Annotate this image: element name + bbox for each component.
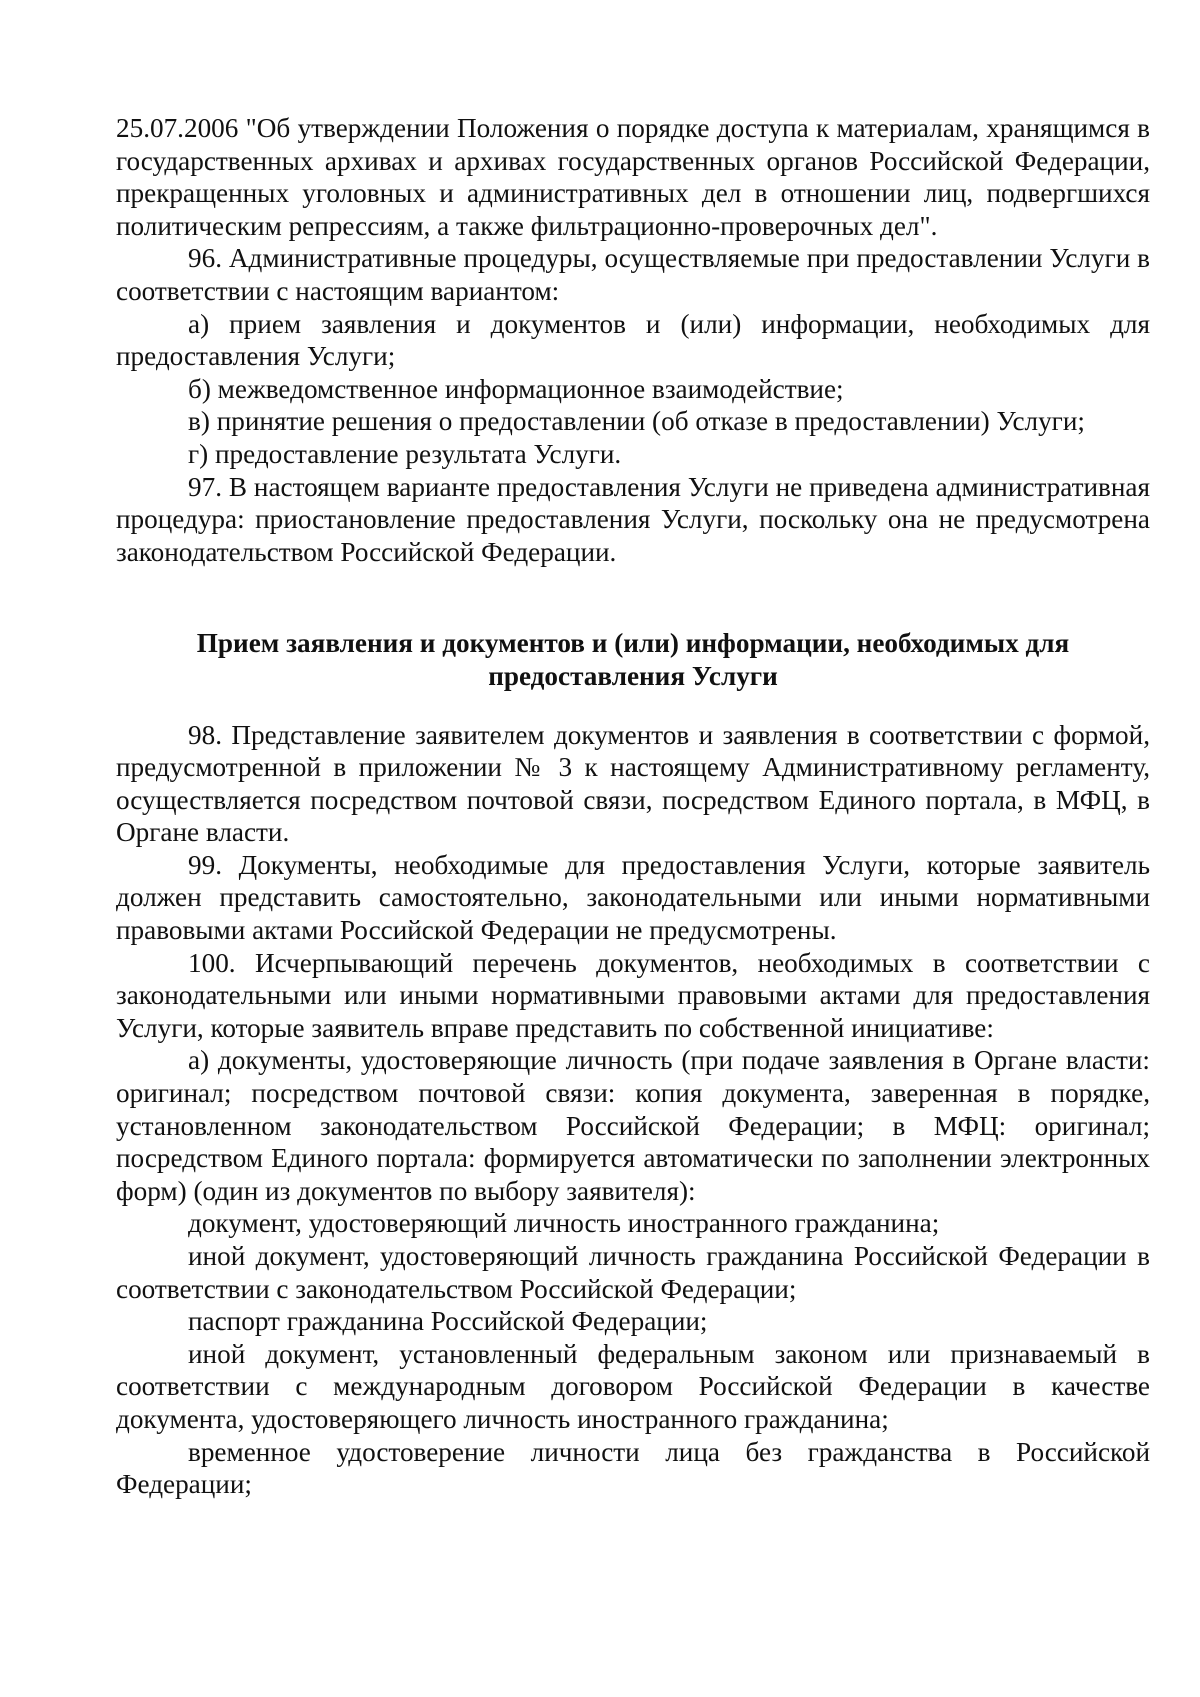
list-item-100-a: а) документы, удостоверяющие личность (при подаче заявления в Органе власти: оригинал; посредством почтовой связи: копия документа, заверенная в порядке, установленном законодательством Российской Федерации; в МФЦ: оригинал; посредством Единого портала: формируется автоматически по заполнении электронных форм) (один из документов по выбору заявителя): (116, 1045, 1150, 1206)
list-item-96-c: в) принятие решения о предоставлении (об отказе в предоставлении) Услуги; (188, 406, 1085, 437)
list-item-100-a-4: иной документ, установленный федеральным законом или признаваемый в соответствии с международным договором Российской Федерации в качестве документа, удостоверяющего личность иностранного гражданина; (116, 1338, 1150, 1434)
paragraph-97: 97. В настоящем варианте предоставления Услуги не приведена административная процедура: приостановление предоставления Услуги, поскольку она не предусмотрена законодательством Российской Федерации. (116, 471, 1150, 567)
paragraph-99: 99. Документы, необходимые для предоставления Услуги, которые заявитель должен представить самостоятельно, законодательными или иными нормативными правовыми актами Российской Федерации не предусмотрены. (116, 849, 1150, 946)
paragraph-continuation: 25.07.2006 "Об утверждении Положения о порядке доступа к материалам, хранящимся в государственных архивах и архивах государственных органов Российской Федерации, прекращенных уголовных и административных дел в отношении лиц, подвергшихся политическим репрессиям, а также фильтрационно-проверочных дел". (116, 113, 1150, 241)
paragraph-96: 96. Административные процедуры, осуществляемые при предоставлении Услуги в соответствии с настоящим вариантом: (116, 243, 1150, 306)
list-item-96-d: г) предоставление результата Услуги. (188, 438, 622, 469)
list-item-96-a: а) прием заявления и документов и (или) информации, необходимых для предоставления Услуги; (116, 308, 1150, 372)
paragraph-100: 100. Исчерпывающий перечень документов, необходимых в соответствии с законодательными или иными нормативными правовыми актами для предоставления Услуги, которые заявитель вправе представить по собственной инициативе: (116, 947, 1150, 1043)
list-item-100-a-5: временное удостоверение личности лица без гражданства в Российской Федерации; (116, 1436, 1150, 1500)
section-heading: Прием заявления и документов и (или) информации, необходимых для предоставления Услуги (196, 628, 1070, 691)
document-page (116, 112, 1150, 1501)
list-item-96-b: б) межведомственное информационное взаимодействие; (188, 373, 844, 404)
list-item-100-a-3: паспорт гражданина Российской Федерации; (188, 1306, 708, 1337)
list-item-100-a-1: документ, удостоверяющий личность иностранного гражданина; (188, 1208, 940, 1239)
paragraph-98: 98. Представление заявителем документов и заявления в соответствии с формой, предусмотренной в приложении № 3 к настоящему Административному регламенту, осуществляется посредством почтовой связи, посредством Единого портала, в МФЦ, в Органе власти. (116, 719, 1150, 848)
list-item-100-a-2: иной документ, удостоверяющий личность гражданина Российской Федерации в соответствии с законодательством Российской Федерации; (116, 1241, 1150, 1304)
